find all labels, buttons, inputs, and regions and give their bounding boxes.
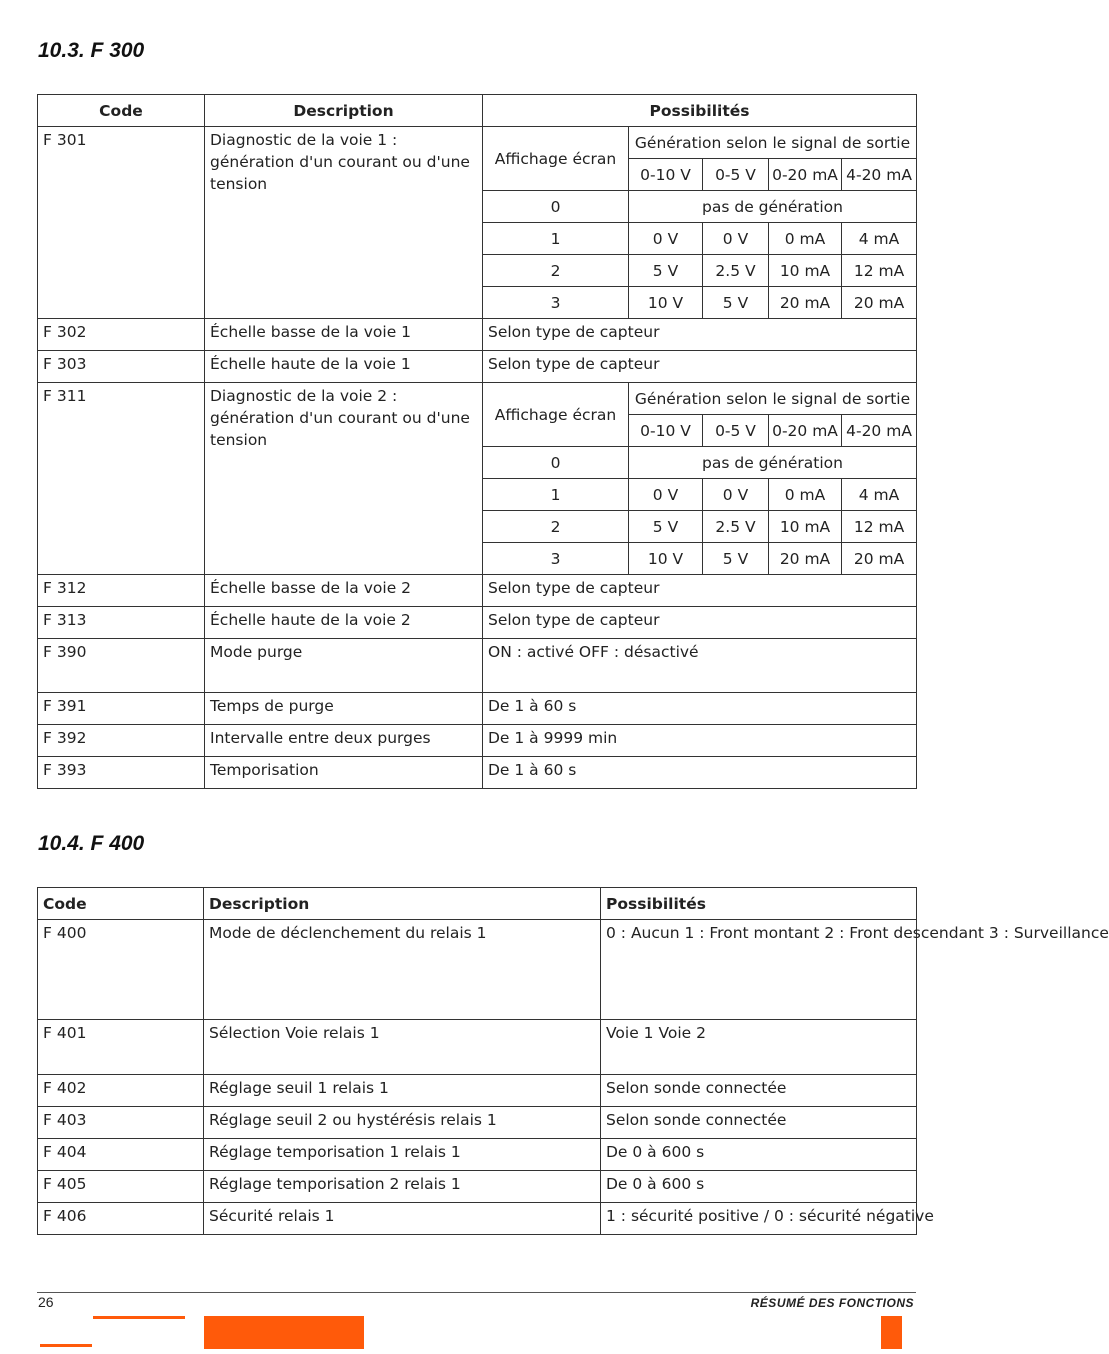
description-cell: Temps de purge xyxy=(205,693,483,725)
generation-header: Génération selon le signal de sortie xyxy=(629,383,917,415)
table-row xyxy=(38,351,917,383)
display-value: 3 xyxy=(483,543,629,575)
possibilities-cell: De 0 à 600 s xyxy=(601,1139,917,1171)
signal-col: 0-10 V xyxy=(629,159,703,191)
header-code: Code xyxy=(38,95,205,127)
description-cell: Échelle haute de la voie 2 xyxy=(205,607,483,639)
value-cell: 0 mA xyxy=(769,223,842,255)
possibilities-cell: De 1 à 60 s xyxy=(483,757,917,789)
value-cell: 0 mA xyxy=(769,479,842,511)
table-header-row xyxy=(38,888,917,920)
description-cell: Diagnostic de la voie 1 : génération d'un courant ou d'une tension xyxy=(205,127,483,319)
value-cell: 5 V xyxy=(629,511,703,543)
description-cell: Mode purge xyxy=(205,639,483,693)
value-cell: 0 V xyxy=(703,479,769,511)
signal-col: 4-20 mA xyxy=(842,159,917,191)
value-cell: 5 V xyxy=(703,543,769,575)
code-cell: F 312 xyxy=(38,575,205,607)
table-row xyxy=(38,1203,917,1235)
value-cell: 2.5 V xyxy=(703,511,769,543)
code-cell: F 302 xyxy=(38,319,205,351)
value-cell: 10 V xyxy=(629,287,703,319)
code-cell: F 401 xyxy=(38,1020,204,1075)
signal-col: 0-20 mA xyxy=(769,415,842,447)
table-row xyxy=(38,639,917,693)
value-cell: 20 mA xyxy=(769,543,842,575)
value-cell: 5 V xyxy=(703,287,769,319)
description-cell: Réglage temporisation 1 relais 1 xyxy=(204,1139,601,1171)
code-cell: F 402 xyxy=(38,1075,204,1107)
footer-section-title: RÉSUMÉ DES FONCTIONS xyxy=(750,1296,914,1310)
accent-bar xyxy=(93,1316,185,1319)
value-cell: 0 V xyxy=(629,479,703,511)
table-row xyxy=(38,575,917,607)
signal-col: 0-5 V xyxy=(703,159,769,191)
f400-table xyxy=(37,887,1109,1235)
value-cell: 12 mA xyxy=(842,511,917,543)
possibilities-cell: De 1 à 60 s xyxy=(483,693,917,725)
accent-block xyxy=(881,1316,902,1349)
signal-col: 0-5 V xyxy=(703,415,769,447)
accent-block xyxy=(204,1316,364,1349)
possibilities-cell: ON : activé OFF : désactivé xyxy=(483,639,917,693)
description-cell: Échelle basse de la voie 2 xyxy=(205,575,483,607)
table-row xyxy=(38,693,917,725)
description-cell: Mode de déclenchement du relais 1 xyxy=(204,920,601,1020)
possibilities-cell: 0 : Aucun 1 : Front montant 2 : Front descendant 3 : Surveillance xyxy=(601,920,917,1020)
value-cell: 4 mA xyxy=(842,479,917,511)
display-value: 0 xyxy=(483,447,629,479)
possibilities-cell: Selon type de capteur xyxy=(483,319,917,351)
value-cell: 0 V xyxy=(703,223,769,255)
display-value: 2 xyxy=(483,255,629,287)
no-generation-cell: pas de génération xyxy=(629,191,917,223)
code-cell: F 403 xyxy=(38,1107,204,1139)
no-generation-cell: pas de génération xyxy=(629,447,917,479)
possibilities-cell: Selon type de capteur xyxy=(483,607,917,639)
description-cell: Sélection Voie relais 1 xyxy=(204,1020,601,1075)
description-cell: Intervalle entre deux purges xyxy=(205,725,483,757)
possibilities-cell: 1 : sécurité positive / 0 : sécurité négative xyxy=(601,1203,917,1235)
code-cell: F 393 xyxy=(38,757,205,789)
description-cell: Réglage seuil 2 ou hystérésis relais 1 xyxy=(204,1107,601,1139)
affichage-header: Affichage écran xyxy=(483,127,629,191)
code-cell: F 313 xyxy=(38,607,205,639)
code-cell: F 392 xyxy=(38,725,205,757)
f300-table xyxy=(37,94,917,789)
value-cell: 4 mA xyxy=(842,223,917,255)
description-cell: Diagnostic de la voie 2 : génération d'un courant ou d'une tension xyxy=(205,383,483,575)
header-description: Description xyxy=(204,888,601,920)
display-value: 2 xyxy=(483,511,629,543)
code-cell: F 400 xyxy=(38,920,204,1020)
display-value: 1 xyxy=(483,479,629,511)
value-cell: 20 mA xyxy=(769,287,842,319)
description-cell: Réglage temporisation 2 relais 1 xyxy=(204,1171,601,1203)
affichage-header: Affichage écran xyxy=(483,383,629,447)
possibilities-cell: Selon type de capteur xyxy=(483,351,917,383)
accent-bar xyxy=(40,1344,92,1347)
code-cell: F 390 xyxy=(38,639,205,693)
table-row xyxy=(38,1107,917,1139)
table-row xyxy=(38,319,917,351)
table-row xyxy=(38,757,917,789)
table-row xyxy=(38,127,917,159)
value-cell: 10 mA xyxy=(769,511,842,543)
code-cell: F 391 xyxy=(38,693,205,725)
description-cell: Échelle basse de la voie 1 xyxy=(205,319,483,351)
section-title-f300: 10.3. F 300 xyxy=(38,39,145,62)
table-row xyxy=(38,725,917,757)
table-row xyxy=(38,607,917,639)
value-cell: 2.5 V xyxy=(703,255,769,287)
table-row xyxy=(38,383,917,415)
code-cell: F 404 xyxy=(38,1139,204,1171)
value-cell: 20 mA xyxy=(842,287,917,319)
signal-col: 0-10 V xyxy=(629,415,703,447)
table-row xyxy=(38,1139,917,1171)
code-cell: F 406 xyxy=(38,1203,204,1235)
code-cell: F 301 xyxy=(38,127,205,319)
display-value: 0 xyxy=(483,191,629,223)
possibilities-cell: Selon sonde connectée xyxy=(601,1075,917,1107)
value-cell: 10 mA xyxy=(769,255,842,287)
possibilities-cell: Selon type de capteur xyxy=(483,575,917,607)
table-row xyxy=(38,1075,917,1107)
table-row xyxy=(38,1171,917,1203)
header-possibilities: Possibilités xyxy=(601,888,917,920)
value-cell: 20 mA xyxy=(842,543,917,575)
description-cell: Sécurité relais 1 xyxy=(204,1203,601,1235)
possibilities-cell: Voie 1 Voie 2 xyxy=(601,1020,917,1075)
display-value: 1 xyxy=(483,223,629,255)
description-cell: Échelle haute de la voie 1 xyxy=(205,351,483,383)
value-cell: 5 V xyxy=(629,255,703,287)
signal-col: 0-20 mA xyxy=(769,159,842,191)
display-value: 3 xyxy=(483,287,629,319)
header-code: Code xyxy=(38,888,204,920)
table-row xyxy=(38,920,917,1020)
code-cell: F 311 xyxy=(38,383,205,575)
page-number: 26 xyxy=(38,1294,54,1310)
table-header-row xyxy=(38,95,917,127)
possibilities-cell: Selon sonde connectée xyxy=(601,1107,917,1139)
table-row xyxy=(38,1020,917,1075)
value-cell: 10 V xyxy=(629,543,703,575)
value-cell: 0 V xyxy=(629,223,703,255)
header-possibilities: Possibilités xyxy=(483,95,917,127)
description-cell: Réglage seuil 1 relais 1 xyxy=(204,1075,601,1107)
code-cell: F 405 xyxy=(38,1171,204,1203)
generation-header: Génération selon le signal de sortie xyxy=(629,127,917,159)
section-title-f400: 10.4. F 400 xyxy=(38,832,145,855)
code-cell: F 303 xyxy=(38,351,205,383)
value-cell: 12 mA xyxy=(842,255,917,287)
possibilities-cell: De 0 à 600 s xyxy=(601,1171,917,1203)
footer-divider xyxy=(37,1292,916,1293)
possibilities-cell: De 1 à 9999 min xyxy=(483,725,917,757)
description-cell: Temporisation xyxy=(205,757,483,789)
signal-col: 4-20 mA xyxy=(842,415,917,447)
header-description: Description xyxy=(205,95,483,127)
